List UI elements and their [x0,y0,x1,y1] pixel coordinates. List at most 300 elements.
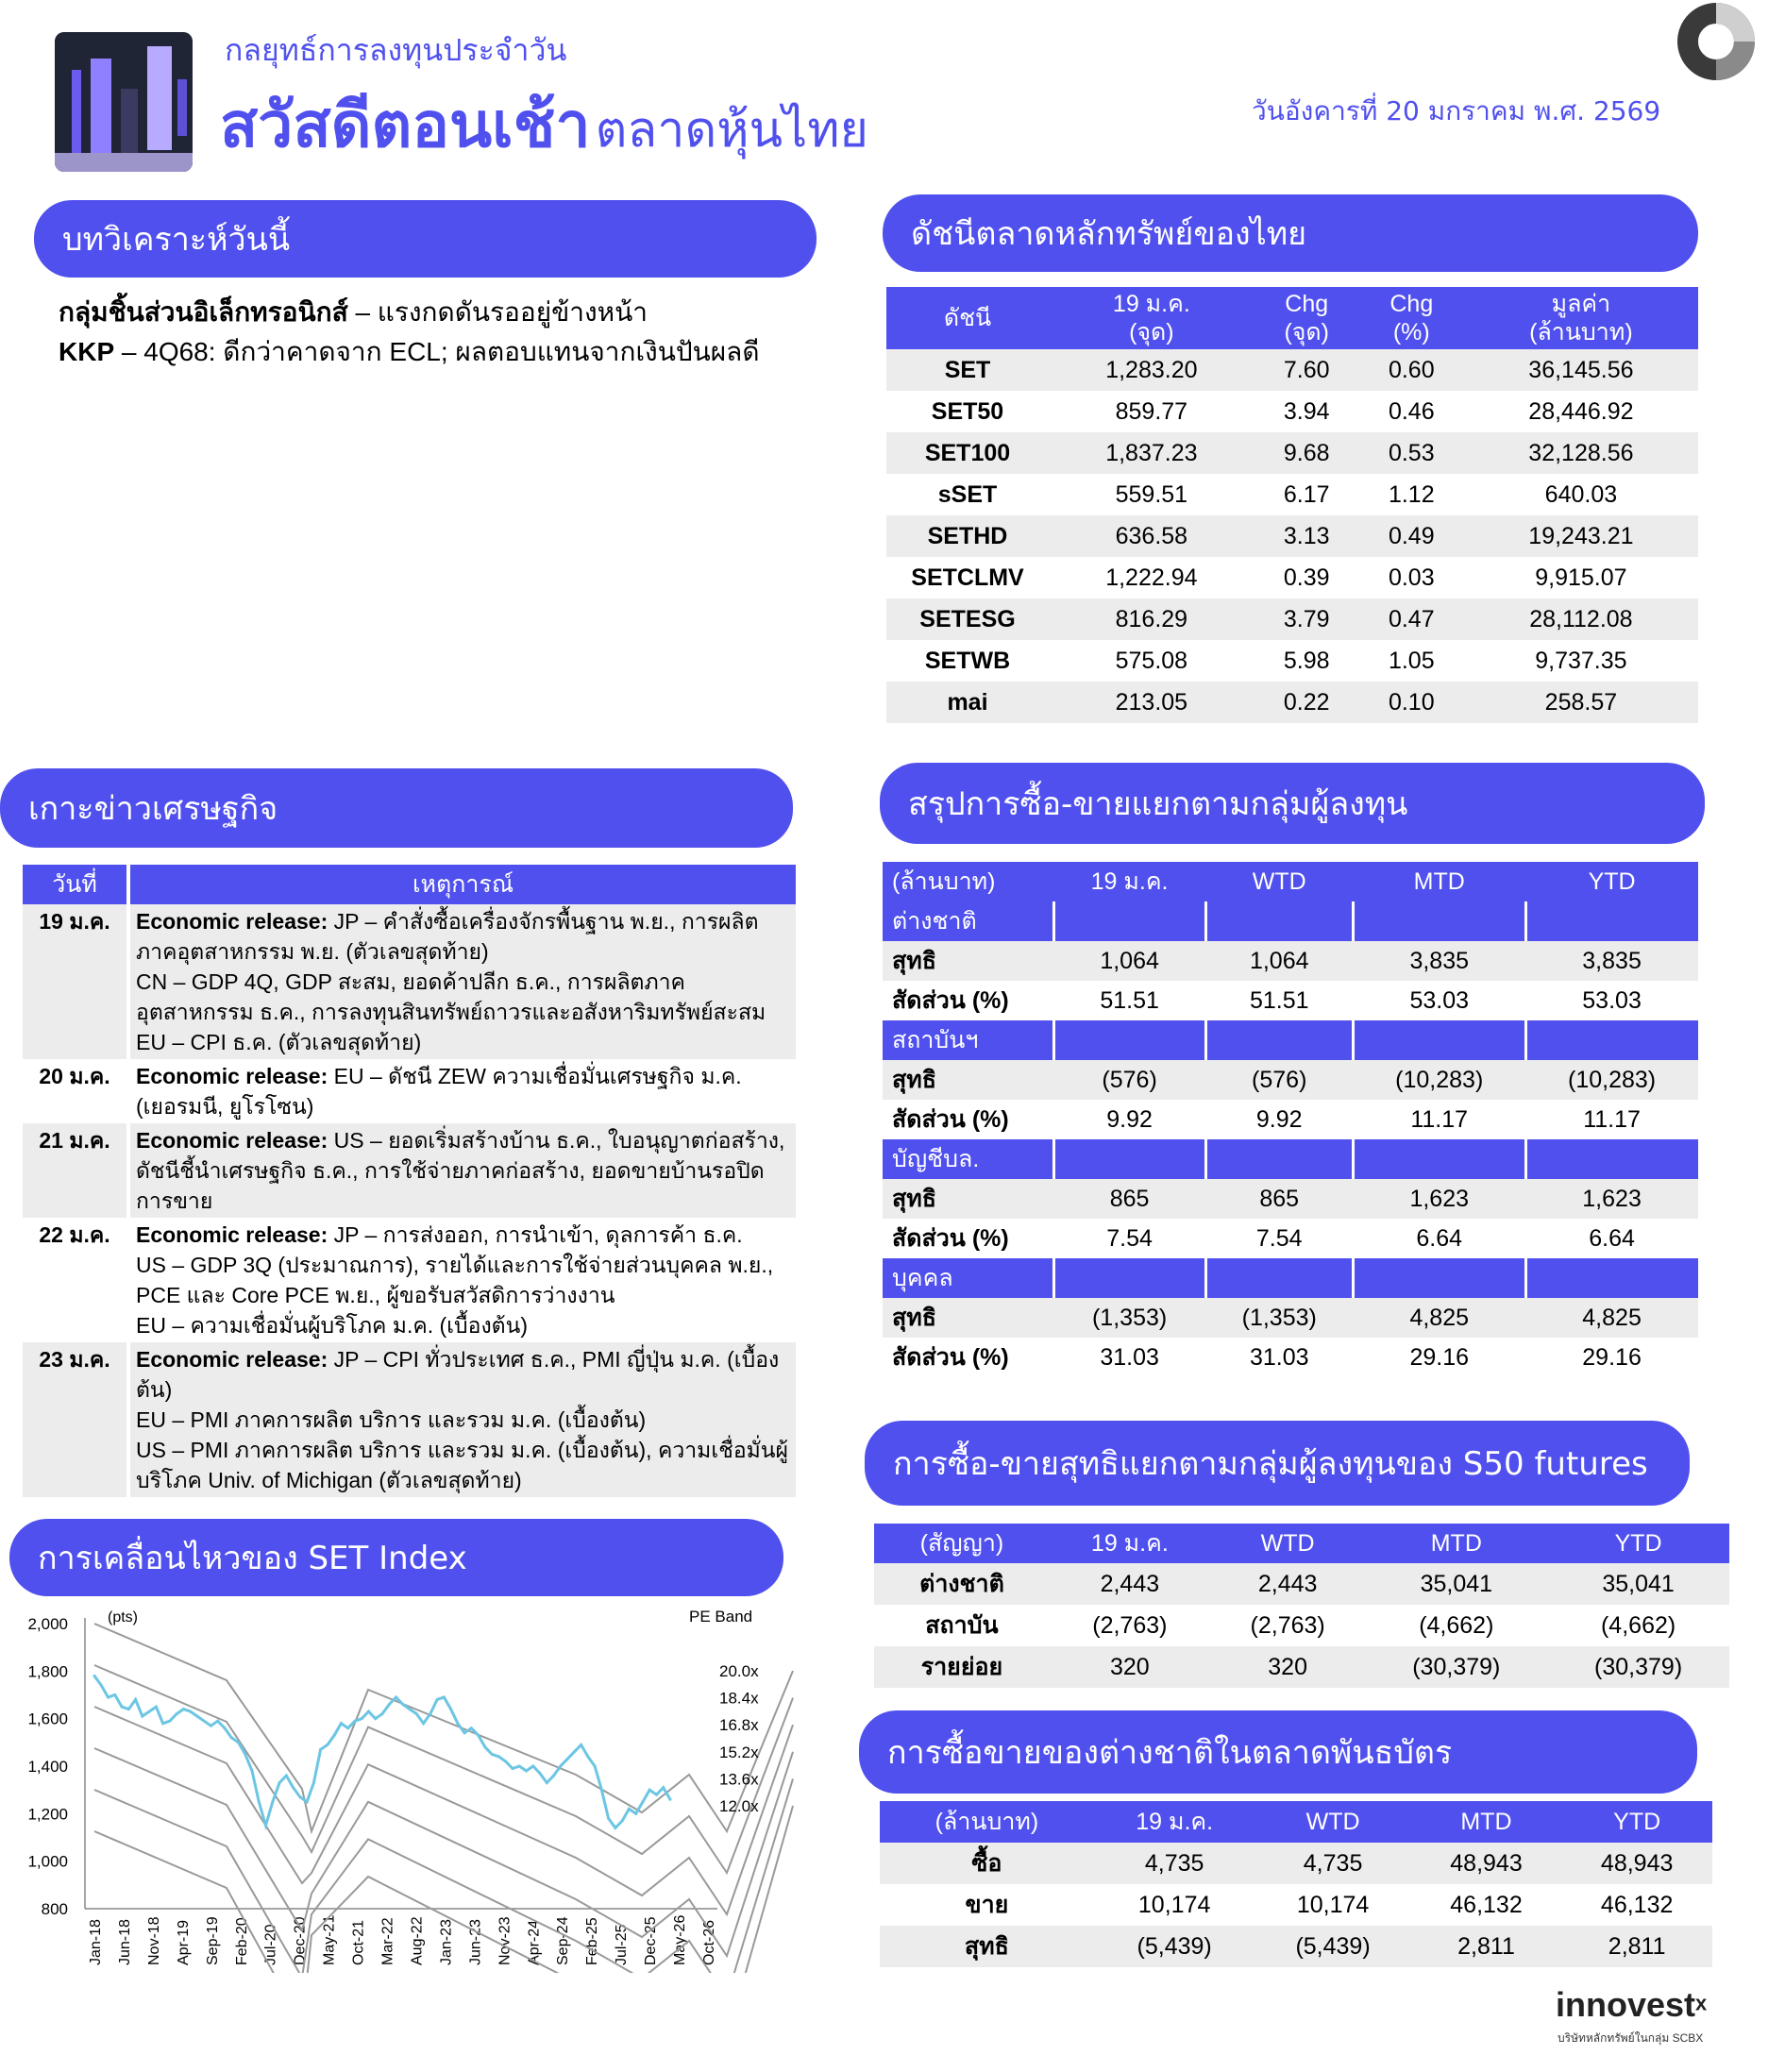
set-index-point [251,1770,254,1773]
investor-share-value: 11.17 [1583,1105,1641,1133]
set-index-point [477,1734,480,1737]
index-name-cell: SET100 [886,432,1049,474]
set-index-point [586,1755,589,1758]
header-subtitle: กลยุทธ์การลงทุนประจำวัน [225,32,567,68]
index-name-cell: SETHD [886,515,1049,557]
investor-group-row [883,1139,1698,1179]
news-event-text: JP – การส่งออก, การนำเข้า, ดุลการค้า ธ.ค. [328,1222,743,1247]
index-value-cell: 816.29 [1049,598,1255,640]
set-index-point [100,1684,103,1687]
news-event-cell [128,1123,796,1218]
investor-net-label: สุทธิ [883,1179,1053,1219]
investor-table [883,862,1698,1377]
news-event-cell [128,1059,796,1123]
chart-x-tick-label: Oct-26 [701,1919,717,1965]
set-index-point [634,1812,637,1815]
news-col-event: เหตุการณ์ [128,865,796,904]
set-index-point [395,1696,397,1699]
futures-col-header: WTD [1210,1524,1366,1563]
index-row [886,640,1698,682]
investor-group-name: สถาบันฯ [883,1020,1053,1060]
futures-value-cell: 320 [1210,1646,1366,1688]
set-index-point [621,1819,624,1822]
futures-row [874,1646,1729,1688]
news-event-cell [128,904,796,1059]
news-event-line [136,1435,790,1495]
set-index-point [388,1703,391,1706]
investor-share-value: 51.51 [1249,986,1309,1014]
investor-share-label: สัดส่วน (%) [892,1344,1009,1371]
set-index-point [306,1800,309,1803]
investor-group-blank [1525,1139,1698,1179]
bond-value-cell: 4,735 [1094,1843,1255,1884]
investor-net-value: 1,064 [1205,941,1353,981]
index-value-cell: 0.47 [1359,598,1464,640]
index-name-cell: SETCLMV [911,564,1024,591]
index-row [886,349,1698,391]
futures-value-cell: 2,443 [1210,1563,1366,1605]
index-name-cell: SET [886,349,1049,391]
news-row [23,904,796,1059]
set-index-point [312,1781,315,1784]
investor-net-value: 1,623 [1353,1179,1525,1219]
news-col-date: วันที่ [23,865,128,904]
index-value-cell: 9.68 [1255,432,1359,474]
set-index-point [559,1765,562,1768]
chart-x-tick-label: Jun-23 [467,1919,484,1965]
set-index-point [223,1727,226,1729]
investor-share-value: 31.03 [1249,1343,1309,1371]
set-index-point [436,1698,439,1701]
investor-share-value: 53.03 [1582,986,1642,1014]
investor-share-value: 9.92 [1255,1105,1303,1133]
chart-x-tick-label: Jan-23 [438,1919,455,1965]
analysis-item[interactable] [59,293,760,332]
investor-share-value: 6.64 [1589,1224,1635,1252]
set-index-point [155,1706,158,1709]
futures-row [874,1605,1729,1646]
set-index-point [176,1712,178,1715]
bond-table-heading: การซื้อขายของต่างชาติในตลาดพันธบัตร [859,1710,1697,1794]
index-value-cell: 0.10 [1359,682,1464,723]
bond-value-cell: 48,943 [1411,1843,1562,1884]
investor-col-header: WTD [1205,862,1353,901]
futures-col-header: (สัญญา) [874,1524,1050,1563]
news-event-line [136,906,790,967]
chart-x-tick-label: May-21 [321,1914,338,1965]
investor-group-blank [1053,901,1205,941]
set-index-point [470,1727,473,1729]
set-index-point [148,1710,151,1713]
futures-row [874,1563,1729,1605]
news-event-line [136,1310,790,1340]
footer-tagline: บริษัทหลักทรัพย์ในกลุ่ม SCBX [1558,2031,1704,2045]
chart-x-tick-label: Mar-22 [379,1917,396,1965]
set-index-point [333,1734,336,1737]
index-value-cell: 36,145.56 [1464,349,1698,391]
set-index-point [340,1722,343,1725]
footer-brand [1556,1985,1707,2025]
chart-x-tick-label: Jan-18 [88,1919,104,1965]
index-value-cell: 3.94 [1283,397,1330,425]
bond-value-cell: 10,174 [1296,1891,1370,1918]
analysis-heading: บทวิเคราะห์วันนี้ [34,200,817,278]
index-name-cell: SETWB [924,647,1011,674]
investor-net-value: (10,283) [1353,1060,1525,1100]
index-col-header: มูลค่า (ล้านบาท) [1464,287,1698,349]
chart-y-tick-label: 1,600 [27,1710,68,1728]
news-event-label: Economic release: [136,1347,328,1372]
news-date-cell: 19 ม.ค. [23,904,128,1059]
set-index-point [127,1708,130,1710]
analysis-item[interactable] [59,332,760,372]
futures-value-cell: 320 [1050,1646,1210,1688]
index-value-cell: 0.60 [1359,349,1464,391]
set-index-point [628,1808,631,1811]
futures-label-cell: สถาบัน [925,1612,999,1639]
news-row [23,1123,796,1218]
futures-value-cell: 35,041 [1547,1563,1729,1605]
investor-share-value: 11.17 [1410,1105,1469,1133]
news-event-line [136,1405,790,1435]
set-index-point [518,1765,521,1768]
futures-value-cell: (30,379) [1547,1646,1729,1688]
set-index-point [415,1712,418,1715]
investor-net-value: 4,825 [1353,1298,1525,1338]
futures-label-cell: รายย่อย [874,1646,1050,1688]
chart-x-tick-label: Dec-25 [643,1916,660,1965]
index-value-cell: 1,222.94 [1105,564,1198,591]
index-row [886,598,1698,640]
investor-group-blank [1205,901,1353,941]
investor-group-blank [1053,1020,1205,1060]
news-event-line [136,967,790,1027]
set-index-point [278,1781,281,1784]
chart-heading: การเคลื่อนไหวของ SET Index [9,1519,783,1596]
set-index-point [134,1698,137,1701]
index-row [886,515,1698,557]
set-index-point [237,1741,240,1744]
chart-x-tick-label: Jul-20 [262,1924,279,1965]
index-value-cell: 9,737.35 [1535,647,1627,674]
news-event-line [136,1220,790,1250]
chart-x-tick-label: Dec-20 [292,1916,309,1965]
investor-net-value: (1,353) [1053,1298,1205,1338]
investor-group-name: ต่างชาติ [883,901,1053,941]
header-title [220,76,868,175]
set-index-point [216,1720,219,1723]
news-event-text: JP – CPI ทั่วประเทศ ธ.ค., PMI ญี่ปุ่น ม.ค. (เบื้องต้น) [136,1347,780,1402]
index-value-cell: 1.12 [1388,480,1435,508]
chart-x-tick-label: Nov-23 [497,1916,514,1965]
index-value-cell: 9,915.07 [1535,564,1627,591]
futures-value-cell: (2,763) [1250,1611,1325,1639]
set-index-point [443,1696,446,1699]
investor-share-value: 29.16 [1582,1343,1642,1371]
futures-col-header: 19 ม.ค. [1050,1524,1210,1563]
set-index-point [285,1775,288,1777]
chart-y-tick-label: 1,400 [27,1758,68,1776]
futures-label-cell: ต่างชาติ [874,1563,1050,1605]
news-heading: เกาะข่าวเศรษฐกิจ [0,768,793,848]
set-index-point [483,1745,486,1748]
investor-group-blank [1353,1020,1525,1060]
bond-value-cell: 46,132 [1600,1891,1674,1918]
index-col-header: ดัชนี [886,287,1049,349]
index-value-cell: 28,112.08 [1464,598,1698,640]
bond-label-cell: ซื้อ [880,1843,1094,1884]
chart-x-tick-label: Sep-24 [555,1916,572,1965]
investor-net-row [883,941,1698,981]
chart-y-tick-label: 1,800 [27,1662,68,1681]
news-row [23,1218,796,1342]
index-value-cell: 5.98 [1283,647,1330,674]
pe-band-label: 15.2x [719,1743,759,1761]
investor-net-row [883,1179,1698,1219]
set-index-point [429,1712,431,1715]
investor-net-row [883,1298,1698,1338]
index-row [886,557,1698,598]
footer-brand-x: x [1695,1991,1708,2015]
set-index-point [641,1800,644,1803]
set-index-point [531,1765,534,1768]
futures-value-cell: (4,662) [1600,1611,1676,1639]
index-value-cell: 0.53 [1359,432,1464,474]
set-index-point [497,1755,500,1758]
chart-y-tick-label: 1,200 [27,1805,68,1824]
index-value-cell: 32,128.56 [1464,432,1698,474]
news-event-text: US – GDP 3Q (ประมาณการ), รายได้และการใช้จ่ายส่วนบุคคล พ.ย., PCE และ Core PCE พ.ย., ผู้ขอรับสวัสดิการว่างงาน [136,1253,774,1307]
bond-value-cell: 48,943 [1561,1843,1712,1884]
chart-x-tick-label: Apr-24 [526,1919,543,1965]
index-value-cell: 7.60 [1255,349,1359,391]
chart-x-tick-label: Jun-18 [116,1919,133,1965]
index-name-cell: SET50 [931,397,1004,425]
futures-col-header: MTD [1365,1524,1547,1563]
chart-x-tick-label: May-26 [672,1914,689,1965]
set-index-series-line [94,1676,670,1828]
investor-share-label: สัดส่วน (%) [892,1106,1009,1133]
futures-value-cell: (30,379) [1365,1646,1547,1688]
brand-ring-icon [1676,2,1756,81]
news-event-text: EU – ความเชื่อมั่นผู้บริโภค ม.ค. (เบื้องต้น) [136,1313,528,1338]
investor-net-label: สุทธิ [883,1060,1053,1100]
set-index-point [669,1798,672,1801]
index-value-cell: 3.13 [1255,515,1359,557]
set-index-point [374,1717,377,1720]
investor-share-value: 31.03 [1100,1343,1159,1371]
index-row [886,474,1698,515]
news-event-line [136,1125,790,1216]
news-event-cell [128,1218,796,1342]
investor-group-blank [1205,1020,1353,1060]
index-row [886,682,1698,723]
news-event-label: Economic release: [136,1128,328,1153]
investor-net-value: (576) [1053,1060,1205,1100]
bond-label-cell: สุทธิ [880,1926,1094,1967]
index-value-cell: 19,243.21 [1464,515,1698,557]
investor-group-blank [1205,1258,1353,1298]
investor-net-value: (1,353) [1205,1298,1353,1338]
news-row [23,1059,796,1123]
pe-band-label: 20.0x [719,1662,759,1680]
investor-net-value: 1,623 [1525,1179,1698,1219]
pe-band-label: 16.8x [719,1716,759,1735]
chart-x-tick-label: Feb-20 [233,1917,250,1965]
set-index-chart [0,1595,802,1973]
investor-group-blank [1525,901,1698,941]
investor-group-name: บัญชีบล. [883,1139,1053,1179]
set-index-point [264,1824,267,1827]
news-event-text: US – ยอดเริ่มสร้างบ้าน ธ.ค., ใบอนุญาตก่อสร้าง, ดัชนีชี้นำเศรษฐกิจ ธ.ค., การใช้จ่ายภาคก่อสร้าง, ยอดขายบ้านรอปิดการขาย [136,1128,785,1213]
futures-value-cell: 2,443 [1050,1563,1210,1605]
bond-value-cell: 2,811 [1411,1926,1562,1967]
investor-group-blank [1353,901,1525,941]
index-name-cell: SETESG [886,598,1049,640]
investor-net-value: 3,835 [1353,941,1525,981]
investor-group-blank [1525,1258,1698,1298]
set-index-point [600,1789,603,1792]
set-index-point [614,1827,616,1829]
set-index-point [93,1675,96,1677]
news-event-text: EU – PMI ภาคการผลิต บริการ และรวม ม.ค. (เบื้องต้น) [136,1407,647,1432]
bond-col-header: WTD [1255,1801,1410,1843]
set-index-point [210,1725,212,1727]
bond-value-cell: (5,439) [1255,1926,1410,1967]
news-event-text: EU – ดัชนี ZEW ความเชื่อมั่นเศรษฐกิจ ม.ค. (เยอรมนี, ยูโรโซน) [136,1064,742,1119]
investor-share-row [883,1100,1698,1139]
news-date-cell: 22 ม.ค. [39,1222,110,1247]
news-date-cell: 21 ม.ค. [23,1123,128,1218]
index-col-header: 19 ม.ค. (จุด) [1049,287,1255,349]
news-event-label: Economic release: [136,1064,328,1088]
chart-x-tick-label: Jul-25 [614,1924,631,1965]
index-value-cell: 0.03 [1388,564,1435,591]
investor-share-value: 53.03 [1409,986,1469,1014]
investor-net-value: (10,283) [1525,1060,1698,1100]
futures-table [874,1524,1729,1688]
index-value-cell: 1,283.20 [1049,349,1255,391]
set-index-point [491,1753,494,1756]
bond-row [880,1884,1712,1926]
index-value-cell: 559.51 [1115,480,1188,508]
investor-share-value: 9.92 [1106,1105,1153,1133]
pe-band-label: 13.6x [719,1770,759,1789]
news-event-cell [128,1342,796,1497]
index-value-cell: 258.57 [1464,682,1698,723]
set-index-point [456,1722,459,1725]
set-index-point [361,1717,363,1720]
pe-band-line [94,1707,793,1914]
set-index-point [113,1693,116,1696]
analysis-item-text: – 4Q68: ดีกว่าคาดจาก ECL; ผลตอบแทนจากเงินปันผลดี [114,337,760,366]
set-index-point [182,1708,185,1710]
investor-table-heading: สรุปการซื้อ-ขายแยกตามกลุ่มผู้ลงทุน [880,763,1705,844]
investor-col-header: 19 ม.ค. [1053,862,1205,901]
futures-table-heading: การซื้อ-ขายสุทธิแยกตามกลุ่มผู้ลงทุนของ S50 futures [865,1421,1690,1506]
index-value-cell: 0.46 [1388,397,1435,425]
set-index-point [655,1794,658,1796]
index-value-cell: 28,446.92 [1528,397,1634,425]
news-event-label: Economic release: [136,1222,328,1247]
investor-net-row [883,1060,1698,1100]
pe-band-label: 18.4x [719,1689,759,1708]
bond-row [880,1926,1712,1967]
set-index-point [326,1744,328,1746]
set-index-point [422,1722,425,1725]
bond-col-header: 19 ม.ค. [1094,1801,1255,1843]
index-value-cell: 636.58 [1049,515,1255,557]
investor-share-row [883,1338,1698,1377]
investor-group-blank [1525,1020,1698,1060]
investor-group-blank [1053,1139,1205,1179]
chart-x-tick-label: Sep-19 [204,1916,221,1965]
set-index-point [580,1744,582,1746]
chart-y-tick-label: 800 [41,1900,68,1918]
index-row [886,391,1698,432]
set-index-point [511,1767,514,1770]
investor-col-header: MTD [1353,862,1525,901]
index-value-cell: 640.03 [1544,480,1618,508]
index-table-heading: ดัชนีตลาดหลักทรัพย์ของไทย [883,194,1698,272]
investor-net-value: 865 [1053,1179,1205,1219]
footer-brand-name: innovest [1556,1985,1696,2024]
investor-share-value: 7.54 [1106,1224,1153,1252]
chart-y-axis-label: (pts) [108,1609,138,1626]
bond-value-cell: 46,132 [1450,1891,1523,1918]
index-value-cell: 6.17 [1283,480,1330,508]
set-index-point [161,1722,164,1725]
set-index-point [203,1720,206,1723]
news-event-line [136,1344,790,1405]
set-index-point [346,1727,349,1729]
set-index-point [271,1800,274,1803]
investor-group-name: บุคคล [883,1258,1053,1298]
news-event-text: CN – GDP 4Q, GDP สะสม, ยอดค้าปลีก ธ.ค., การผลิตภาคอุตสาหกรรม ธ.ค., การลงทุนสินทรัพย์ถาวรและอสังหาริมทรัพย์สะสม [136,969,766,1024]
investor-group-blank [1205,1139,1353,1179]
pe-band-label: 12.0x [719,1797,759,1815]
chart-x-tick-label: Aug-22 [409,1916,426,1965]
investor-share-row [883,1219,1698,1258]
set-index-point [107,1696,109,1699]
header-title-bold: สวัสดีตอนเช้า [220,89,591,161]
index-value-cell: 0.22 [1255,682,1359,723]
set-index-point [409,1708,412,1710]
futures-value-cell: (4,662) [1419,1611,1494,1639]
bond-value-cell: 4,735 [1255,1843,1410,1884]
set-index-point [141,1715,143,1718]
investor-group-row [883,901,1698,941]
set-index-point [594,1765,597,1768]
investor-net-label: สุทธิ [883,941,1053,981]
set-index-point [298,1795,301,1798]
pe-band-title: PE Band [689,1608,753,1626]
analysis-item-topic: กลุ่มชิ้นส่วนอิเล็กทรอนิกส์ [59,297,348,327]
investor-net-value: 1,064 [1053,941,1205,981]
chart-x-tick-label: Oct-21 [350,1919,367,1965]
index-value-cell: 1.05 [1388,647,1435,674]
set-index-point [381,1712,384,1715]
investor-share-label: สัดส่วน (%) [892,1225,1009,1252]
set-index-point [546,1781,548,1784]
news-event-text: JP – คำสั่งซื้อเครื่องจักรพื้นฐาน พ.ย., การผลิตภาคอุตสาหกรรม พ.ย. (ตัวเลขสุดท้าย) [136,909,759,964]
index-row [886,432,1698,474]
set-index-point [573,1750,576,1753]
set-index-point [539,1772,542,1775]
news-table [23,865,796,1497]
investor-net-value: 4,825 [1525,1298,1698,1338]
set-index-point [195,1715,198,1718]
